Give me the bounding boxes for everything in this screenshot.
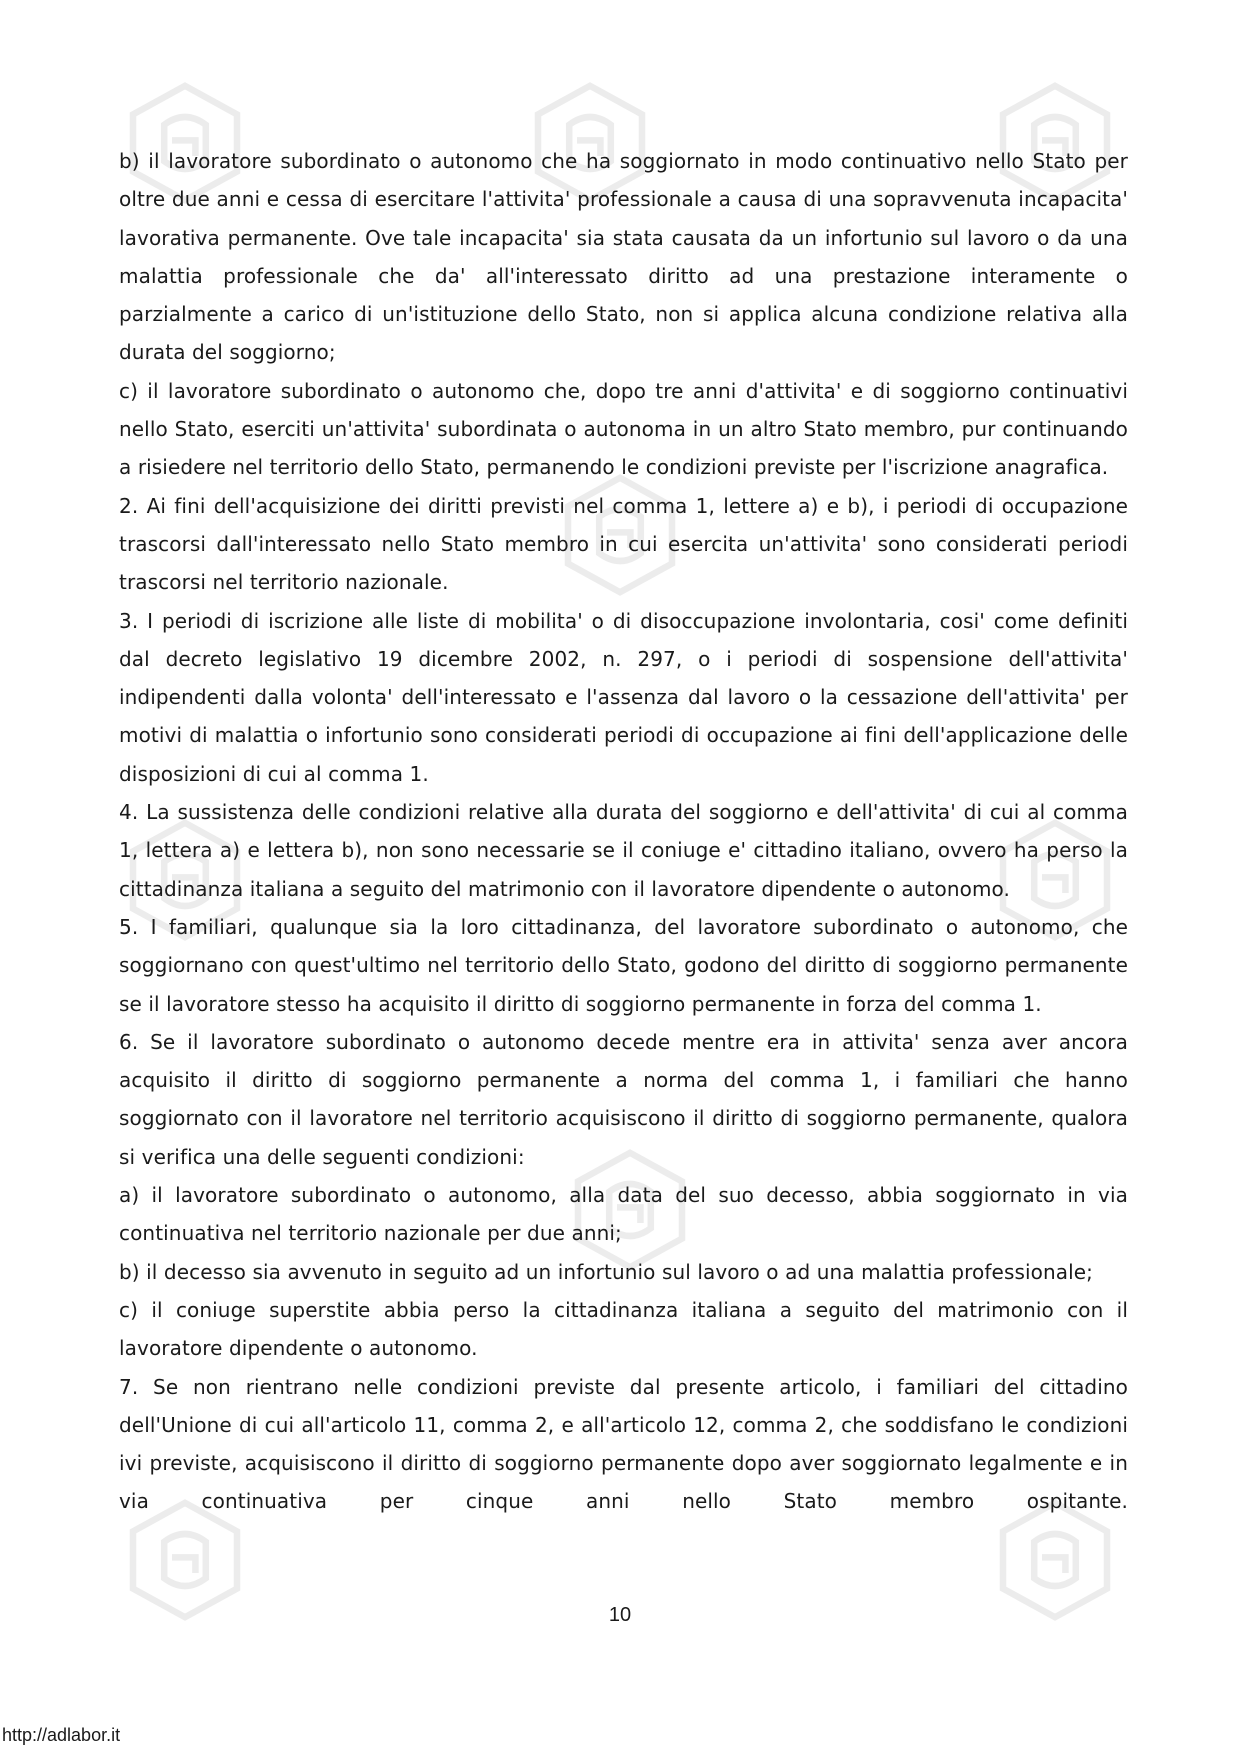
paragraph-1b: b) il lavoratore subordinato o autonomo che ha soggiornato in modo continuativo nello Stato per oltre due anni e cessa di esercitare l'attivita' professionale a causa di una sopravvenuta incapacita' lavorativa permanente. Ove tale incapacita' sia stata causata da un infortunio sul lavoro o da una malattia professionale che da' all'interessato diritto ad una prestazione interamente o parzialmente a carico di un'istituzione dello Stato, non si applica alcuna condizione relativa alla durata del soggiorno; bbox=[119, 149, 1128, 365]
footer-url-link[interactable]: http://adlabor.it bbox=[2, 1725, 121, 1745]
paragraph-3: 3. I periodi di iscrizione alle liste di mobilita' o di disoccupazione involontaria, cosi' come definiti dal decreto legislativo 19 dicembre 2002, n. 297, o i periodi di sospensione dell'attivita' indipendenti dalla volonta' dell'interessato e l'assenza dal lavoro o la cessazione dell'attivita' per motivi di malattia o infortunio sono considerati periodi di occupazione ai fini dell'applicazione delle disposizioni di cui al comma 1. bbox=[119, 608, 1128, 786]
document-body bbox=[119, 142, 1128, 1521]
paragraph-7: 7. Se non rientrano nelle condizioni previste dal presente articolo, i familiari del cittadino dell'Unione di cui all'articolo 11, comma 2, e all'articolo 12, comma 2, che soddisfano le condizioni ivi previste, acquisiscono il diritto di soggiorno permanente dopo aver soggiornato legalmente e in via continuativa per cinque anni nello Stato membro ospitante. bbox=[119, 1374, 1128, 1514]
paragraph-6c: c) il coniuge superstite abbia perso la cittadinanza italiana a seguito del matrimonio con il lavoratore dipendente o autonomo. bbox=[119, 1297, 1128, 1361]
paragraph-6a: a) il lavoratore subordinato o autonomo, alla data del suo decesso, abbia soggiornato in via continuativa nel territorio nazionale per due anni; bbox=[119, 1183, 1128, 1246]
paragraph-6b: b) il decesso sia avvenuto in seguito ad un infortunio sul lavoro o ad una malattia professionale; bbox=[119, 1259, 1094, 1284]
paragraph-5: 5. I familiari, qualunque sia la loro cittadinanza, del lavoratore subordinato o autonomo, che soggiornano con quest'ultimo nel territorio dello Stato, godono del diritto di soggiorno permanente se il lavoratore stesso ha acquisito il diritto di soggiorno permanente in forza del comma 1. bbox=[119, 914, 1128, 1016]
paragraph-1c: c) il lavoratore subordinato o autonomo che, dopo tre anni d'attivita' e di soggiorno continuativi nello Stato, eserciti un'attivita' subordinata o autonoma in un altro Stato membro, pur continuando a risiedere nel territorio dello Stato, permanendo le condizioni previste per l'iscrizione anagrafica. bbox=[119, 378, 1128, 480]
paragraph-4: 4. La sussistenza delle condizioni relative alla durata del soggiorno e dell'attivita' di cui al comma 1, lettera a) e lettera b), non sono necessarie se il coniuge e' cittadino italiano, ovvero ha perso la cittadinanza italiana a seguito del matrimonio con il lavoratore dipendente o autonomo. bbox=[119, 800, 1128, 901]
page-number: 10 bbox=[608, 1604, 632, 1626]
paragraph-6: 6. Se il lavoratore subordinato o autonomo decede mentre era in attivita' senza aver ancora acquisito il diritto di soggiorno permanente a norma del comma 1, i familiari che hanno soggiornato con il lavoratore nel territorio acquisiscono il diritto di soggiorno permanente, qualora si verifica una delle seguenti condizioni: bbox=[119, 1029, 1128, 1169]
paragraph-2: 2. Ai fini dell'acquisizione dei diritti previsti nel comma 1, lettere a) e b), i periodi di occupazione trascorsi dall'interessato nello Stato membro in cui esercita un'attivita' sono considerati periodi trascorsi nel territorio nazionale. bbox=[119, 493, 1128, 595]
